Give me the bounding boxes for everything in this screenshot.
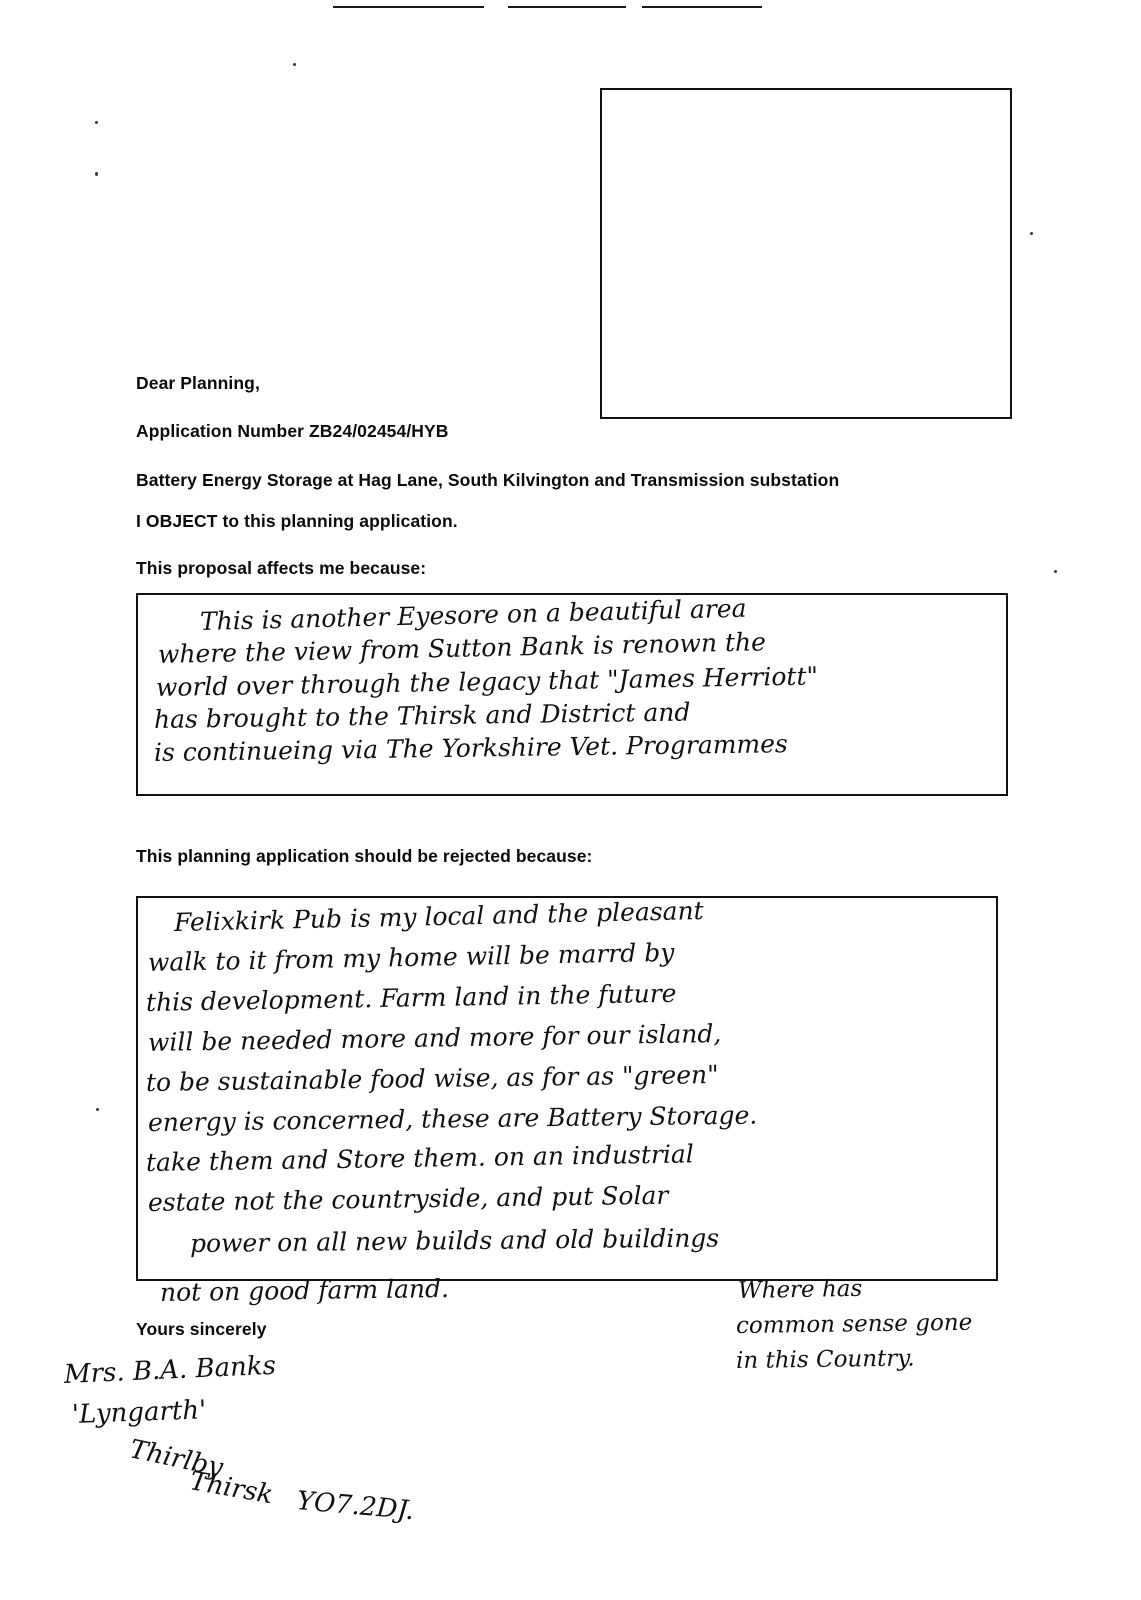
rejected-answer-box	[136, 896, 998, 1281]
scan-speck	[1030, 232, 1033, 235]
salutation: Dear Planning,	[136, 373, 260, 393]
handwritten-line: estate not the countryside, and put Solar	[147, 1180, 669, 1217]
scan-speck	[95, 121, 98, 124]
handwritten-overflow-right: in this Country.	[735, 1345, 915, 1374]
handwritten-line: is continueing via The Yorkshire Vet. Programmes	[153, 729, 788, 767]
scan-speck	[95, 172, 98, 176]
proposal-line: Battery Energy Storage at Hag Lane, South Kilvington and Transmission substation	[136, 470, 840, 490]
handwritten-overflow-right: Where has	[737, 1275, 863, 1304]
scan-artifact-rule	[333, 6, 484, 8]
handwritten-line: where the view from Sutton Bank is renown the	[157, 627, 767, 669]
handwritten-signature-name: Mrs. B.A. Banks	[63, 1350, 277, 1390]
handwritten-address-line: Thirlby	[126, 1434, 226, 1484]
affects-me-answer-box	[136, 593, 1008, 796]
scan-artifact-rule	[642, 6, 762, 8]
handwritten-line: has brought to the Thirsk and District and	[153, 697, 691, 734]
handwritten-overflow-right: common sense gone	[735, 1309, 973, 1339]
handwritten-address-line: Thirsk	[187, 1466, 276, 1511]
handwritten-line: world over through the legacy that "James Herriott"	[155, 661, 819, 702]
signature-block	[60, 1350, 580, 1560]
handwritten-address-line: 'Lyngarth'	[71, 1395, 207, 1430]
objection-line: I OBJECT to this planning application.	[136, 511, 458, 531]
handwritten-postcode: YO7.2DJ.	[295, 1486, 416, 1527]
blank-stamp-box	[600, 88, 1012, 419]
handwritten-line: Felixkirk Pub is my local and the pleasant	[173, 895, 705, 937]
handwritten-line: energy is concerned, these are Battery Storage.	[147, 1100, 758, 1137]
scan-speck	[293, 63, 296, 66]
application-number-line: Application Number ZB24/02454/HYB	[136, 421, 449, 441]
closing-line: Yours sincerely	[136, 1319, 267, 1339]
handwritten-line: walk to it from my home will be marrd by	[147, 937, 675, 977]
scan-artifact-rule	[508, 6, 626, 8]
handwritten-line: this development. Farm land in the future	[145, 978, 677, 1017]
rejected-heading: This planning application should be rejected because:	[136, 846, 593, 866]
affects-me-heading: This proposal affects me because:	[136, 558, 427, 578]
handwritten-overflow-left: not on good farm land.	[159, 1273, 450, 1307]
handwritten-line: to be sustainable food wise, as for as "green"	[145, 1060, 719, 1097]
handwritten-line: will be needed more and more for our island,	[147, 1018, 722, 1057]
handwritten-line: This is another Eyesore on a beautiful area	[199, 593, 747, 636]
scan-speck	[1054, 570, 1057, 573]
handwritten-line: take them and Store them. on an industrial	[145, 1139, 694, 1177]
scan-speck	[96, 1108, 99, 1111]
handwritten-line: power on all new builds and old buildings	[189, 1223, 720, 1258]
